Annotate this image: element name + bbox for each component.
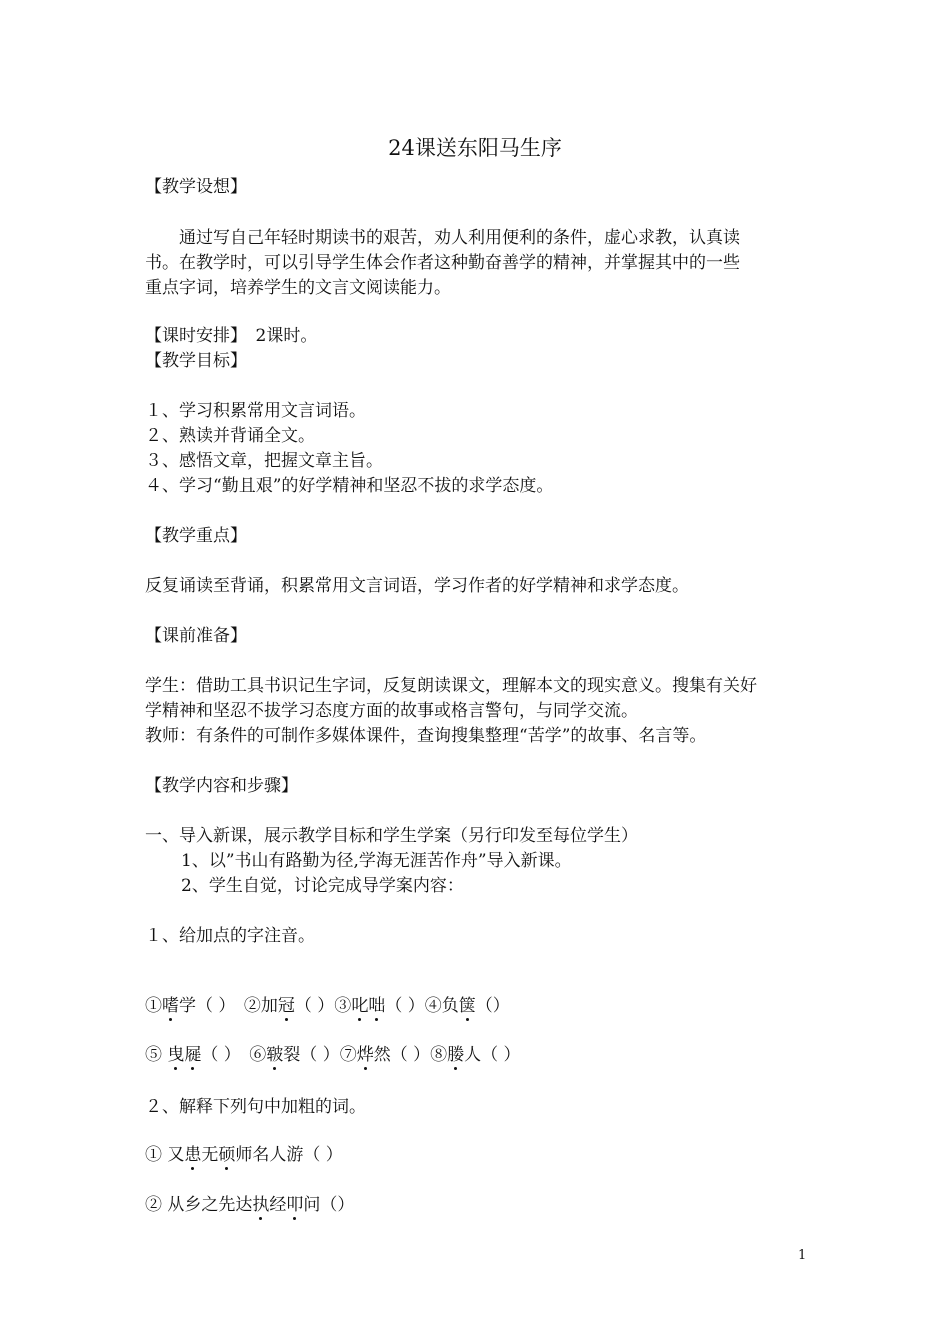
preparation-line: 学精神和坚忍不拔学习态度方面的故事或格言警句，与同学交流。 [145, 701, 638, 721]
dotted-character: 箧 [458, 996, 476, 1016]
seg-text: （ ）③ [294, 996, 352, 1016]
preparation-line: 教师：有条件的可制作多媒体课件，查询搜集整理“苦学”的故事、名言等。 [145, 726, 707, 746]
goal-item: ２、熟读并背诵全文。 [145, 426, 315, 446]
step-one-sub-b: 2、学生自觉，讨论完成导学案内容： [181, 876, 464, 896]
seg-text: 师名人游（ ） [235, 1145, 343, 1165]
question-explain: ２、解释下列句中加粗的词。 [145, 1097, 366, 1117]
dotted-character: 叩 [286, 1195, 304, 1215]
heading-schedule: 【课时安排】 2课时。 [145, 326, 318, 346]
page-number: 1 [798, 1248, 807, 1263]
heading-teaching-design: 【教学设想】 [145, 177, 247, 197]
dotted-character: 执 [252, 1195, 270, 1215]
question-pinyin: １、给加点的字注音。 [145, 926, 315, 946]
dotted-character: 烨 [356, 1045, 374, 1065]
step-one-sub-a: 1、以”书山有路勤为径,学海无涯苦作舟”导入新课。 [181, 851, 572, 871]
seg-text: ① 又 [145, 1145, 185, 1165]
seg-text: 裂（ ）⑦ [283, 1045, 357, 1065]
seg-text: 问（） [303, 1195, 355, 1215]
dotted-character: 曳 [167, 1045, 185, 1065]
goal-item: ４、学习“勤且艰”的好学精神和坚忍不拔的求学态度。 [145, 476, 554, 496]
dotted-character: 嗜 [162, 996, 179, 1016]
goal-item: １、学习积累常用文言词语。 [145, 401, 366, 421]
heading-teaching-goals: 【教学目标】 [145, 351, 247, 371]
dotted-character: 冠 [277, 996, 295, 1016]
seg-text: ⑤ [145, 1045, 168, 1065]
explain-row-1 [145, 1143, 343, 1167]
seg-text: ② 从乡之先达 [145, 1195, 253, 1215]
dotted-character: 咄 [368, 996, 386, 1016]
heading-content-steps: 【教学内容和步骤】 [145, 776, 298, 796]
design-paragraph-line: 重点字词，培养学生的文言文阅读能力。 [145, 278, 451, 298]
explain-row-2 [145, 1193, 354, 1217]
heading-key-points: 【教学重点】 [145, 526, 247, 546]
seg-text: 经 [269, 1195, 287, 1215]
seg-text: （ ） ⑥ [201, 1045, 267, 1065]
step-one: 一、导入新课，展示教学目标和学生学案（另行印发至每位学生） [145, 826, 638, 846]
heading-preparation: 【课前准备】 [145, 626, 247, 646]
dotted-character: 皲 [266, 1045, 284, 1065]
dotted-character: 患 [184, 1145, 202, 1165]
seg-text: 学（ ） ②加 [179, 996, 278, 1016]
seg-text: ① [145, 996, 162, 1016]
pinyin-row-2 [145, 1043, 521, 1067]
dotted-character: 屣 [184, 1045, 202, 1065]
key-points-text: 反复诵读至背诵，积累常用文言词语，学习作者的好学精神和求学态度。 [145, 576, 689, 596]
seg-text: 无 [201, 1145, 219, 1165]
seg-text: 然（ ）⑧ [373, 1045, 448, 1065]
dotted-character: 叱 [351, 996, 369, 1016]
seg-text: 人（ ） [464, 1045, 521, 1065]
page-title: 24课送东阳马生序 [388, 136, 562, 160]
dotted-character: 媵 [447, 1045, 465, 1065]
preparation-line: 学生：借助工具书识记生字词，反复朗读课文，理解本文的现实意义。搜集有关好 [145, 676, 757, 696]
seg-text: （ ）④负 [385, 996, 459, 1016]
dotted-character: 硕 [218, 1145, 236, 1165]
design-paragraph-line: 书。在教学时，可以引导学生体会作者这种勤奋善学的精神，并掌握其中的一些 [145, 253, 740, 273]
goal-item: ３、感悟文章，把握文章主旨。 [145, 451, 383, 471]
pinyin-row-1 [145, 994, 510, 1018]
design-paragraph-line: 通过写自己年轻时期读书的艰苦，劝人利用便利的条件，虚心求教，认真读 [145, 228, 740, 248]
seg-text: （） [475, 996, 510, 1016]
